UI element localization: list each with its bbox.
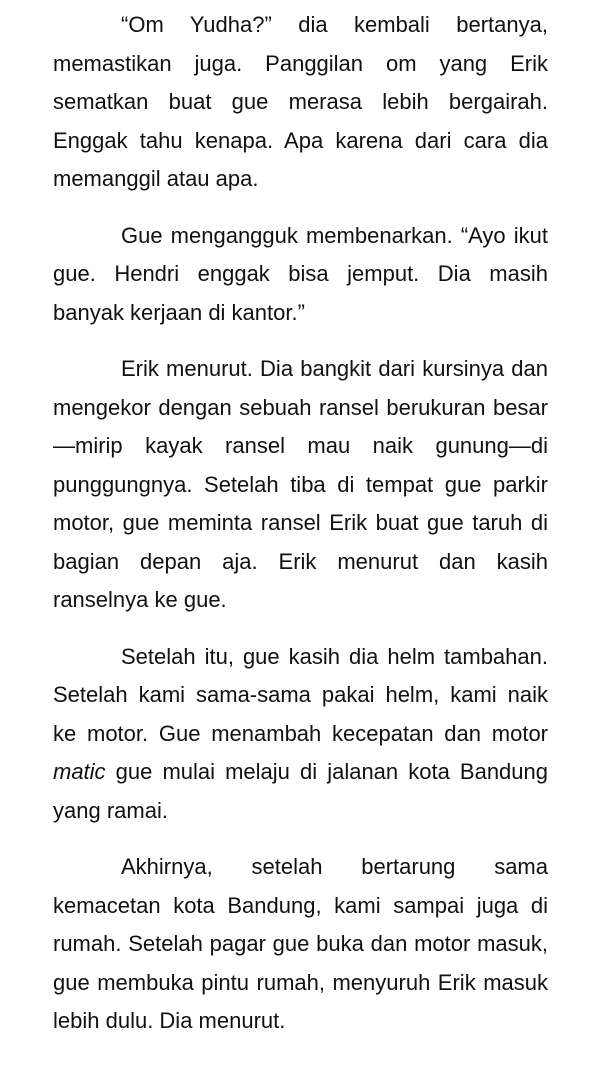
paragraph-5 xyxy=(53,848,548,1041)
paragraph-3 xyxy=(53,350,548,620)
paragraph-4-text-before-italic: Setelah itu, gue kasih dia helm tambahan. Setelah kami sama-sama pakai helm, kami naik ke motor. Gue menambah kecepatan dan motor xyxy=(53,643,548,746)
paragraph-2 xyxy=(53,217,548,333)
paragraph-1 xyxy=(53,6,548,199)
paragraph-4-text-after-italic: gue mulai melaju di jalanan kota Bandung yang ramai. xyxy=(53,759,548,823)
paragraph-3-text: Erik menurut. Dia bangkit dari kursinya dan mengekor dengan sebuah ransel berukuran besar—mirip kayak ransel mau naik gunung—di punggungnya. Setelah tiba di tempat gue parkir motor, gue meminta ransel Erik buat gue taruh di bagian depan aja. Erik menurut dan kasih ranselnya ke gue. xyxy=(53,356,548,612)
paragraph-5-text: Akhirnya, setelah bertarung sama kemacetan kota Bandung, kami sampai juga di rumah. Setelah pagar gue buka dan motor masuk, gue membuka pintu rumah, menyuruh Erik masuk lebih dulu. Dia menurut. xyxy=(53,854,548,1033)
paragraph-2-text: Gue mengangguk membenarkan. “Ayo ikut gue. Hendri enggak bisa jemput. Dia masih banyak kerjaan di kantor.” xyxy=(53,222,548,325)
paragraph-4 xyxy=(53,638,548,831)
paragraph-4-italic-word: matic xyxy=(53,759,106,784)
paragraph-1-text: “Om Yudha?” dia kembali bertanya, memastikan juga. Panggilan om yang Erik sematkan buat gue merasa lebih bergairah. Enggak tahu kenapa. Apa karena dari cara dia memanggil atau apa. xyxy=(53,12,548,191)
